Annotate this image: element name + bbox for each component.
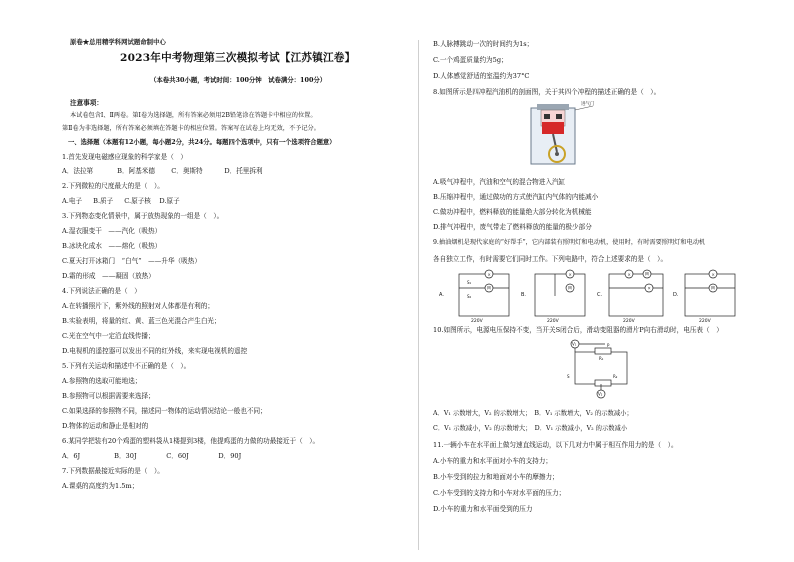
q3-option-a: A.湿衣服变干 ——汽化（吸热） [62, 227, 162, 235]
question-6: 6.某同学把装有20个鸡蛋的塑料袋从1楼提到3楼，他提鸡蛋的力做的功最接近于（ ）。 [62, 437, 320, 445]
notes-heading: 注意事项： [70, 99, 103, 107]
watermark-text: 原卷★总用精学科网试题命制中心 [70, 38, 166, 46]
switch-a-s1: S₁ [467, 280, 472, 285]
question-5: 5.下列有关运动和描述中不正确的是（ ）。 [62, 362, 191, 370]
circuit-label-a: A. [439, 292, 444, 298]
q4-option-a: A.在转播照片下，紫外线的照射对人体都是有利的； [62, 302, 214, 310]
circuit-options [433, 268, 755, 324]
q11-option-b: B.小车受到的拉力和地面对小车的摩擦力； [433, 473, 559, 481]
q10-options-cd: C．V₁ 示数减小，V₂ 的示数增大； D．V₁ 示数减小，V₂ 的示数减小 [433, 425, 628, 432]
q6-option-d: D．90J [218, 452, 242, 460]
q7-option-c: C.一个鸡蛋质量约为5g； [433, 56, 508, 64]
motor-d: M [711, 285, 715, 291]
q8-option-d: D.排气冲程中，废气带走了燃料释放的能量的极少部分 [433, 223, 592, 231]
q5-option-a: A.参照物的选取可能地选； [62, 377, 142, 385]
motor-b: M [568, 285, 572, 291]
svg-text:×: × [568, 272, 572, 277]
q3-option-b: B.冰块化成水 ——熔化（吸热） [62, 242, 162, 250]
voltmeter-circuit [565, 336, 641, 400]
circuit-label-c: C. [597, 292, 603, 298]
v1-label: V₁ [572, 341, 577, 347]
svg-text:×: × [627, 272, 631, 277]
question-7: 7.下列数据最接近实际的是（ ）。 [62, 467, 164, 475]
column-divider [418, 40, 419, 550]
p-label: P [607, 343, 610, 348]
q4-option-b: B.实验表明，将量的红、黄、蓝三色光混合产生白光； [62, 317, 221, 325]
q1-option-a: A．法拉第 [62, 167, 94, 175]
circuit-label-d: D. [673, 292, 679, 298]
note-1: 本试卷包含Ⅰ、Ⅱ两卷。第Ⅰ卷为选择题，所有答案必须用2B铅笔涂在答题卡中相应的位置。 [70, 112, 317, 119]
q7-option-b: B.人脉搏跳动一次的时间约为1s； [433, 40, 534, 48]
exam-subtitle: （本卷共30小题，考试时间：100分钟 试卷满分：100分） [150, 76, 327, 84]
q4-option-c: C.光在空气中一定沿直线传播； [62, 332, 155, 340]
motor-c: M [645, 271, 649, 277]
q11-option-d: D.小车的重力和水平面受到的压力 [433, 505, 533, 513]
q8-option-c: C.做功冲程中，燃料释放的能量绝大部分转化为机械能 [433, 208, 592, 216]
circuit-label-b: B. [521, 292, 527, 298]
q2-option-d: D.原子 [159, 197, 180, 205]
svg-text:×: × [711, 272, 715, 277]
q4-option-d: D.电视机的遥控器可以发出不同的红外线，来实现电视机的遥控 [62, 347, 248, 355]
q2-option-c: C.原子核 [124, 197, 151, 205]
voltage-b: 220V [547, 319, 559, 324]
q1-option-c: C．奥斯特 [171, 167, 203, 175]
switch-a-s2: S₂ [467, 294, 472, 299]
q6-option-c: C．60J [166, 452, 189, 460]
q8-option-b: B.压缩冲程中，通过做功的方式使汽缸内气体的内能减小 [433, 193, 599, 201]
r1-label: R₁ [599, 356, 604, 361]
question-3: 3.下列物态变化情景中，属于放热现象的一组是（ ）。 [62, 212, 224, 220]
engine-label: 进气门 [581, 102, 595, 107]
q1-option-d: D．托里拆利 [224, 167, 263, 175]
question-8: 8.如图所示是四冲程汽油机的剖面图，关于其四个冲程的描述正确的是（ ）。 [433, 88, 661, 96]
svg-text:×: × [487, 272, 491, 277]
question-1-options [62, 167, 263, 175]
q3-option-d: D.霜的形成 ——凝固（放热） [62, 272, 155, 280]
q10-options-ab: A．V₁ 示数增大，V₂ 的示数增大； B．V₁ 示数增大，V₂ 的示数减小； [433, 410, 633, 417]
q1-option-b: B．阿基米德 [117, 167, 155, 175]
exam-title: 2023年中考物理第三次模拟考试【江苏镇江卷】 [120, 52, 356, 64]
voltage-c: 220V [623, 319, 635, 324]
q7-option-a: A.课桌的高度约为1.5m； [62, 482, 139, 490]
question-4: 4.下列说法正确的是（ ） [62, 287, 141, 295]
q2-option-a: A.电子 [62, 197, 83, 205]
question-2-options [62, 197, 180, 205]
q6-option-a: A．6J [62, 452, 81, 460]
q8-option-a: A.吸气冲程中，汽油和空气的混合物进入汽缸 [433, 178, 566, 186]
voltage-d: 220V [699, 319, 711, 324]
motor-a: M [487, 285, 491, 291]
voltage-a: 220V [471, 319, 483, 324]
q11-option-a: A.小车的重力和水平面对小车的支持力； [433, 457, 552, 465]
note-2: 第Ⅱ卷为非选择题，所有答案必须填在答题卡的相应位置。答案写在试卷上均无效，不予记分。 [62, 125, 320, 132]
s-label: S [567, 374, 570, 379]
question-10: 10.如图所示，电源电压保持不变，当开关S闭合后，滑动变阻器的滑片P向右滑动时，电压表（ ） [433, 326, 723, 334]
v2-label: V₂ [598, 391, 603, 397]
svg-text:×: × [647, 285, 651, 291]
q7-option-d: D.人体感觉舒适的室温约为37°C [433, 72, 530, 80]
question-1: 1.首先发现电磁感应现象的科学家是（ ） [62, 153, 187, 161]
question-2: 2.下列微粒的尺度最大的是（ ）。 [62, 182, 164, 190]
q5-option-d: D.物体的运动和静止是相对的 [62, 422, 149, 430]
engine-diagram [511, 100, 611, 172]
r2-label: R₂ [613, 374, 618, 379]
section-heading: 一、选择题（本题有12小题，每小题2分，共24分。每题四个选项中，只有一个选项符合题意） [68, 139, 336, 146]
q5-option-b: B.参照物可以根据需要来选择； [62, 392, 155, 400]
q2-option-b: B.质子 [93, 197, 114, 205]
question-6-options [62, 452, 241, 460]
q11-option-c: C.小车受到的支持力和小车对水平面的压力； [433, 489, 566, 497]
question-9: 9.抽油烟机是现代家庭的“好帮手”，它内部装有照明灯和电动机，使用时，有时需要照明灯和电动机 [433, 239, 706, 246]
question-9-cont: 各自独立工作，有时需要它们同时工作。下列电路中，符合上述要求的是（ ）。 [433, 255, 668, 263]
question-11: 11.一辆小车在水平面上做匀速直线运动，以下几对力中属于相互作用力的是（ ）。 [433, 441, 678, 449]
q6-option-b: B．30J [114, 452, 137, 460]
q3-option-c: C.夏天打开冰箱门 “白气” ——升华（吸热） [62, 257, 201, 265]
q5-option-c: C.如果选择的参照物不同，描述同一物体的运动情况结论一般也不同； [62, 407, 267, 415]
